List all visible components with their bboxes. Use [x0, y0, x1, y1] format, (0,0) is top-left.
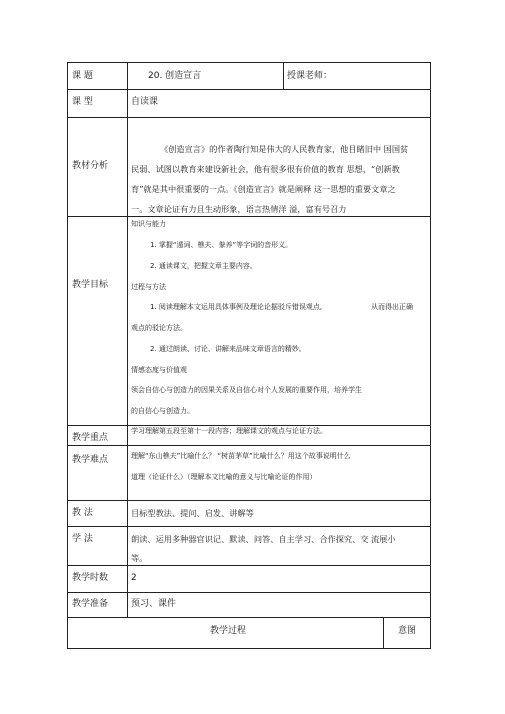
emotion-title: 情感态度与价值观 — [131, 366, 187, 374]
row-divider — [67, 425, 431, 426]
prep-label: 教学准备 — [72, 599, 109, 609]
teaching-method-value: 目标型教法、提问、启发、讲解等 — [131, 508, 254, 518]
process-title: 过程与方法 — [131, 283, 166, 291]
learning-method-line: 朗读、运用多种器官识记、默读、问答、自主学习、合作探究、交 流展小 — [131, 534, 396, 544]
label-column-divider — [127, 62, 128, 617]
topic-value: 20. 创造宣言 — [148, 71, 202, 81]
teacher-cell-divider — [283, 62, 284, 89]
row-divider — [67, 526, 431, 527]
knowledge-item: 1. 掌握“遁词、樵夫、豢养”等字词的音形义。 — [150, 241, 293, 249]
row-divider — [67, 117, 431, 118]
emotion-item: 领会自信心与创造力的因果关系及自信心对个人发展的重要作用，培养学生 — [131, 386, 362, 394]
key-label: 教学重点 — [72, 433, 109, 443]
analysis-line: 《创造宣言》的作者陶行知是伟大的人民教育家，他目睹旧中 国国贫 — [160, 144, 409, 154]
difficulty-label: 教学难点 — [72, 455, 109, 465]
teaching-method-label: 教 法 — [72, 508, 93, 518]
knowledge-item: 2. 通读课文，把握文章主要内容。 — [150, 262, 257, 270]
table-border-top — [67, 62, 431, 63]
topic-label: 课 题 — [72, 71, 93, 81]
emotion-item-cont: 的自信心与创造力。 — [131, 407, 194, 415]
analysis-line: 民弱、试图以教育来建设新社会，他有很多很有价值的教育 思想，“创新教 — [131, 164, 400, 174]
table-border-right — [430, 62, 431, 649]
process-header: 教学过程 — [210, 626, 247, 636]
prep-value: 预习、课件 — [131, 599, 177, 609]
process-item: 1. 阅读理解本文运用具体事例及理论论据驳斥错误观点, — [150, 303, 323, 311]
hours-label: 教学时数 — [72, 573, 109, 583]
learning-method-line: 等。 — [131, 553, 148, 563]
intent-column-divider — [383, 617, 384, 649]
learning-method-label: 学 法 — [72, 534, 93, 544]
table-border-left — [67, 62, 68, 649]
knowledge-title: 知识与能力 — [131, 220, 166, 228]
row-divider — [67, 500, 431, 501]
analysis-line: 一。文章论证有力且生动形象，语言热情洋 溢，富有号召力 — [131, 204, 347, 214]
analysis-label: 教材分析 — [72, 161, 109, 171]
process-item-cont: 观点的驳论方法。 — [131, 324, 187, 332]
hours-value: 2 — [131, 573, 137, 583]
teacher-label: 授课老师： — [287, 71, 333, 81]
process-item-cont: 从而得出正确 — [371, 303, 413, 311]
row-divider — [67, 592, 431, 593]
key-value: 学习理解第五段至第十一段内容；理解课文的观点与论证方法。 — [131, 427, 327, 435]
difficulty-line: 道理（论证什么）（理解本文比喻的意义与比喻论证的作用） — [131, 473, 317, 481]
process-item: 2. 通过朗读、讨论、讲解来品味文章语言的精妙。 — [150, 345, 306, 353]
analysis-line: 育”就是其中很重要的一点。《创造宣言》就是阐释 这一思想的重要文章之 — [131, 184, 396, 194]
row-divider — [67, 565, 431, 566]
type-label: 课 型 — [72, 97, 93, 107]
row-divider — [67, 216, 431, 217]
intent-header: 意图 — [398, 626, 417, 636]
goals-label: 教学目标 — [72, 280, 109, 290]
difficulty-line: 理解“东山樵夫”比喻什么？ “树苗茅草”比喻什么？用这个故事说明什么 — [131, 452, 351, 460]
row-divider — [67, 89, 431, 90]
row-divider — [67, 617, 431, 618]
type-value: 自读课 — [131, 97, 159, 107]
row-divider — [67, 648, 431, 649]
row-divider — [67, 445, 431, 446]
